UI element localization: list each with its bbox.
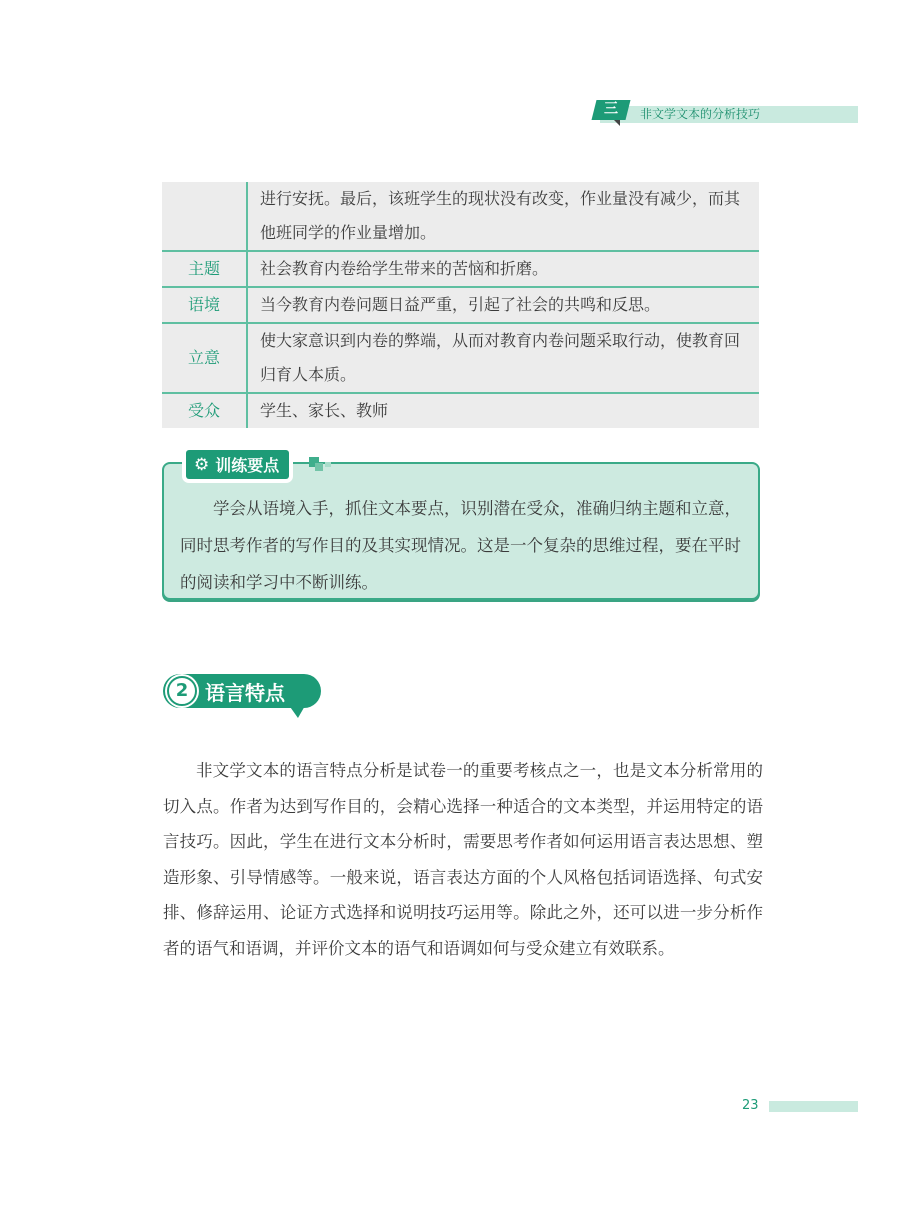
decor-square	[315, 463, 323, 471]
row-label: 立意	[162, 323, 247, 393]
footer-band	[769, 1101, 858, 1112]
chapter-title: 非文学文本的分析技巧	[640, 107, 761, 121]
chapter-number: 三	[604, 101, 618, 117]
table-row	[162, 323, 759, 393]
row-value: 学生、家长、教师	[247, 393, 759, 428]
row-label: 语境	[162, 287, 247, 323]
row-label: 主题	[162, 251, 247, 287]
table-row	[162, 287, 759, 323]
table-row	[162, 182, 759, 251]
training-tips-badge	[186, 450, 289, 479]
row-value: 当今教育内卷问题日益严重，引起了社会的共鸣和反思。	[247, 287, 759, 323]
section-body-paragraph: 非文学文本的语言特点分析是试卷一的重要考核点之一，也是文本分析常用的切入点。作者为达到写作目的，会精心选择一种适合的文本类型，并运用特定的语言技巧。因此，学生在进行文本分析时，需要思考作者如何运用语言表达思想、塑造形象、引导情感等。一般来说，语言表达方面的个人风格包括词语选择、句式安排、修辞运用、论证方式选择和说明技巧运用等。除此之外，还可以进一步分析作者的语气和语调，并评价文本的语气和语调如何与受众建立有效联系。	[163, 761, 763, 958]
training-tips-text: 学会从语境入手，抓住文本要点，识别潜在受众，准确归纳主题和立意，同时思考作者的写作目的及其实现情况。这是一个复杂的思维过程，要在平时的阅读和学习中不断训练。	[180, 499, 741, 592]
row-value: 进行安抚。最后，该班学生的现状没有改变，作业量没有减少，而其他班同学的作业量增加。	[260, 189, 741, 242]
row-value: 社会教育内卷给学生带来的苦恼和折磨。	[247, 251, 759, 287]
decor-square	[325, 462, 331, 467]
row-label	[162, 182, 247, 251]
table-row	[162, 251, 759, 287]
gear-icon: ⚙	[194, 454, 210, 475]
training-tips-title: 训练要点	[215, 456, 280, 475]
row-value: 使大家意识到内卷的弊端，从而对教育内卷问题采取行动，使教育回归育人本质。	[247, 323, 759, 393]
page-number: 23	[742, 1098, 759, 1113]
row-label: 受众	[162, 393, 247, 428]
section-heading	[163, 674, 321, 708]
analysis-table	[162, 182, 759, 428]
section-title: 语言特点	[205, 680, 285, 705]
section-number: 2	[167, 676, 197, 706]
table-row	[162, 393, 759, 428]
